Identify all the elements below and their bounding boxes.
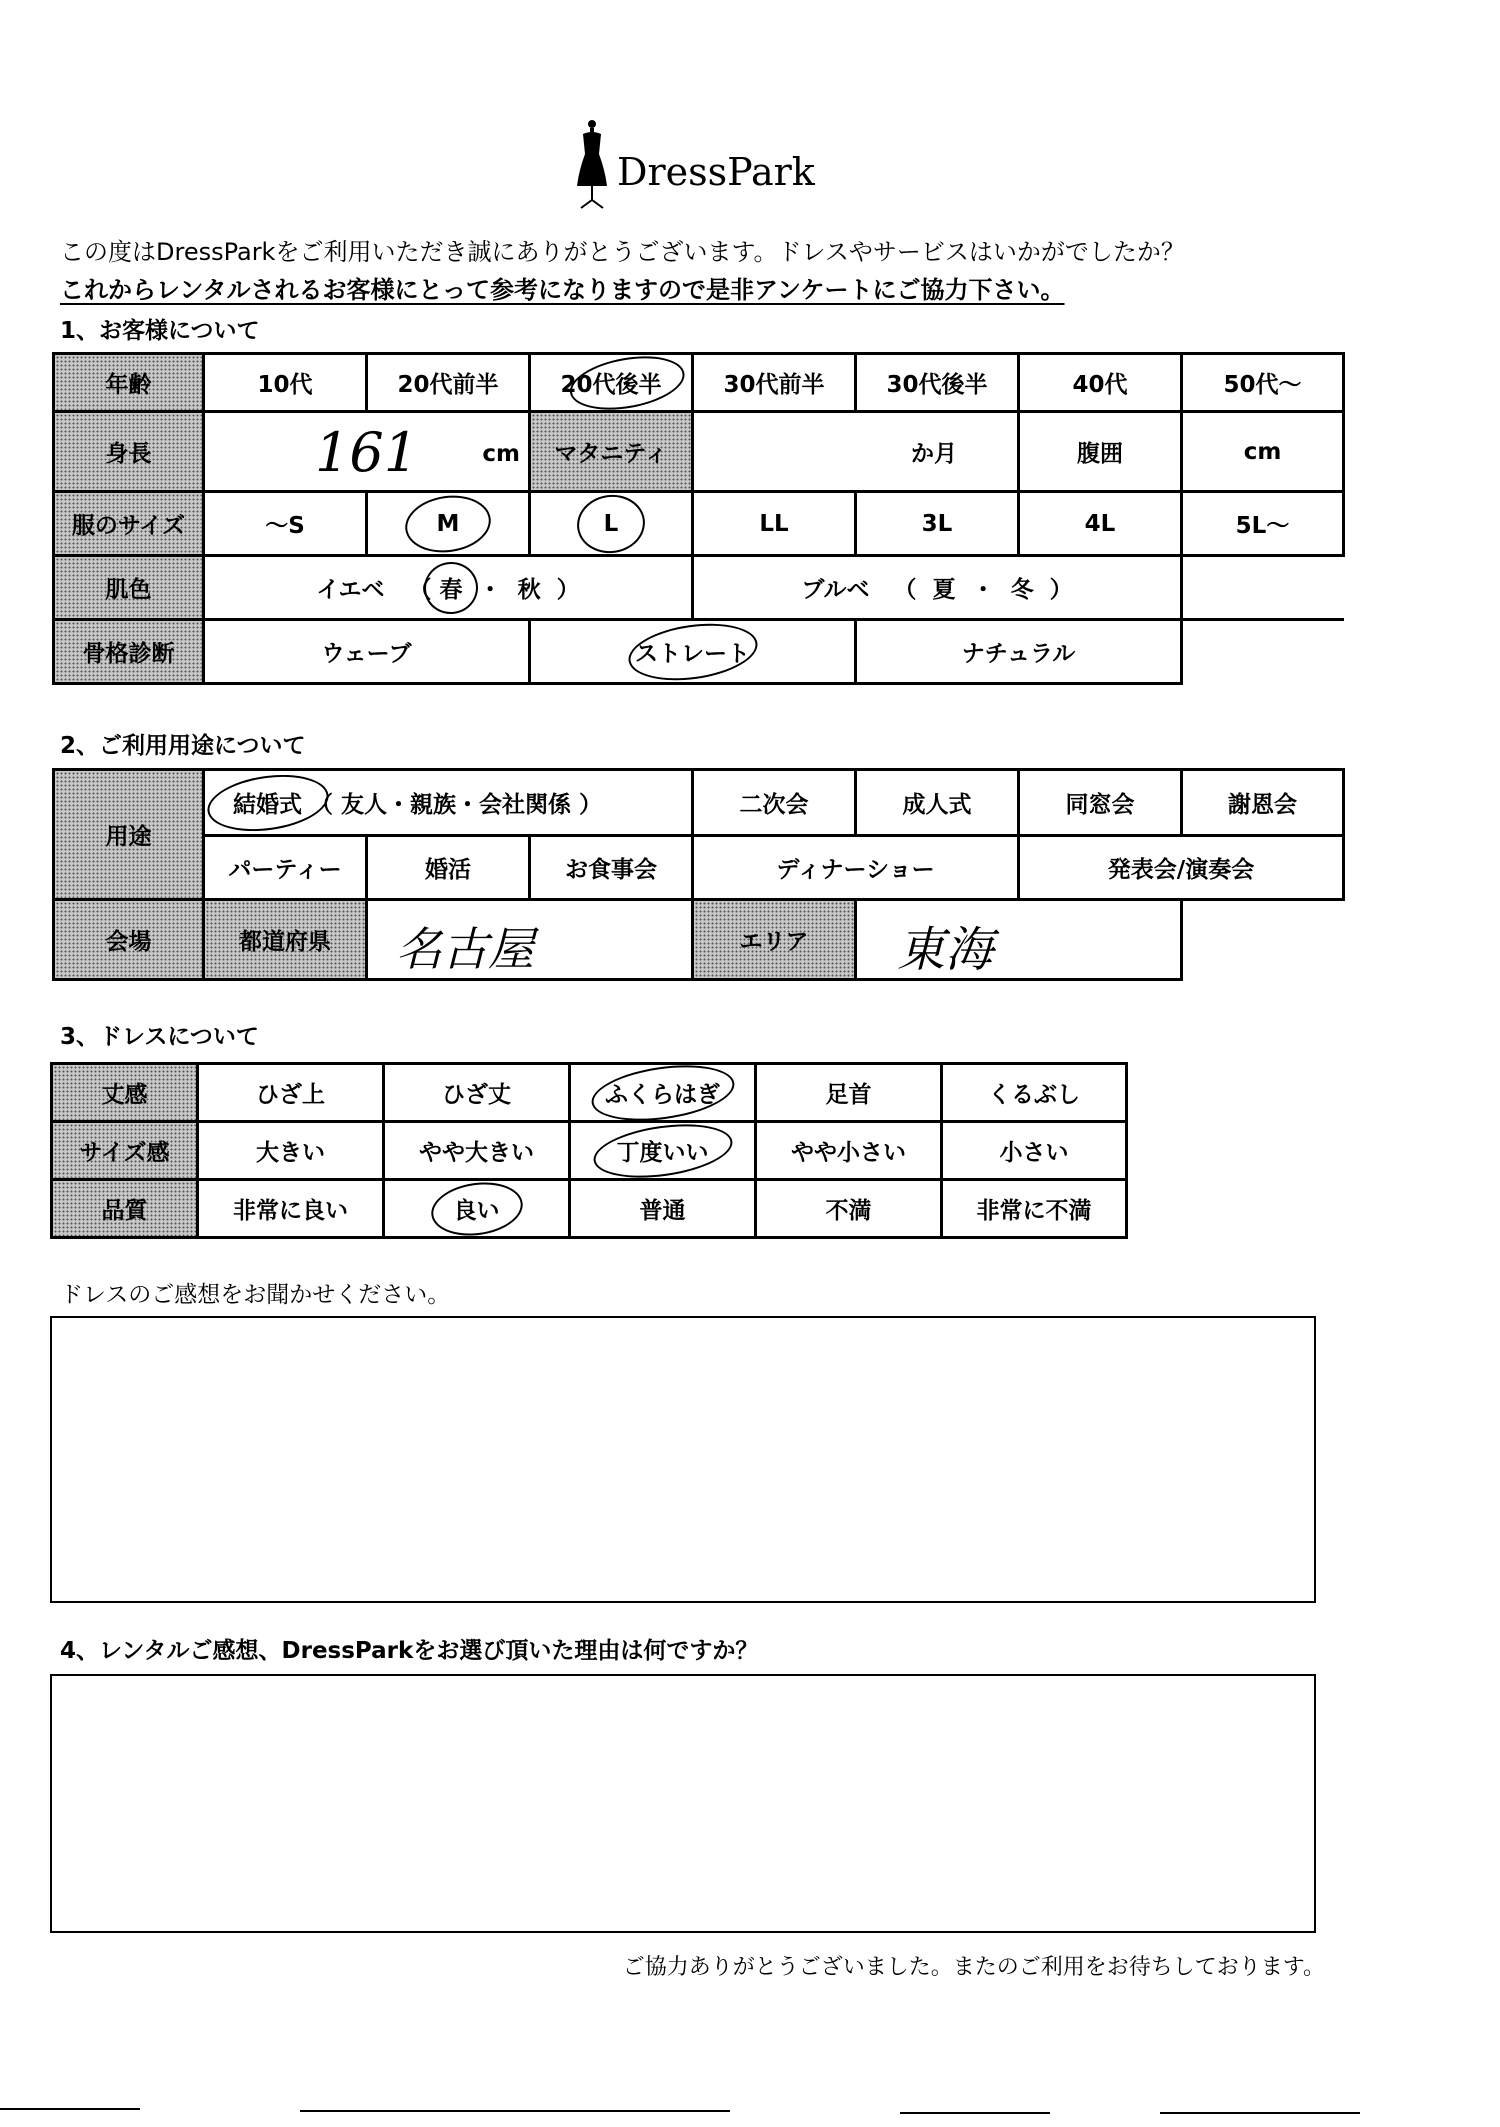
age-label: 年齢 (54, 354, 204, 412)
purpose-option[interactable]: 成人式 (856, 770, 1019, 836)
fit-option[interactable]: やや小さい (756, 1122, 942, 1180)
skin-blue-option[interactable]: ブルベ （ 夏 ・ 冬 ） (693, 556, 1182, 620)
purpose-wedding-option[interactable] (204, 770, 693, 836)
age-option[interactable]: 30代後半 (856, 354, 1019, 412)
prefecture-field[interactable] (367, 900, 693, 980)
frame-option[interactable]: ウェーブ (204, 620, 530, 684)
blank-cell (1182, 556, 1344, 620)
frame-label: 骨格診断 (54, 620, 204, 684)
size-option[interactable]: 5L〜 (1182, 492, 1344, 556)
section4-title: 4、レンタルご感想、DressParkをお選び頂いた理由は何ですか？ (60, 1638, 759, 1664)
size-label: 服のサイズ (54, 492, 204, 556)
purpose-label: 用途 (54, 770, 204, 900)
age-option[interactable]: 30代前半 (693, 354, 856, 412)
purpose-option[interactable]: 同窓会 (1019, 770, 1182, 836)
size-option[interactable]: 3L (856, 492, 1019, 556)
venue-label: 会場 (54, 900, 204, 980)
size-option[interactable]: LL (693, 492, 856, 556)
fit-option-selected[interactable]: 丁度いい (570, 1122, 756, 1180)
quality-option-selected[interactable]: 良い (384, 1180, 570, 1238)
fit-option[interactable]: やや大きい (384, 1122, 570, 1180)
age-option[interactable]: 50代〜 (1182, 354, 1344, 412)
purpose-option[interactable]: 二次会 (693, 770, 856, 836)
customer-info-table (52, 352, 1345, 685)
skin-winter-option[interactable]: 冬 (1010, 577, 1034, 603)
purpose-wedding-selected[interactable]: 結婚式 (233, 786, 302, 819)
dresspark-logo (575, 118, 815, 218)
size-option[interactable]: 〜S (204, 492, 367, 556)
section3-title: 3、ドレスについて (60, 1024, 259, 1050)
blank-cell (1182, 900, 1344, 980)
dress-feedback-prompt: ドレスのご感想をお聞かせください。 (60, 1282, 451, 1308)
quality-option[interactable]: 普通 (570, 1180, 756, 1238)
waist-label: 腹囲 (1019, 412, 1182, 492)
length-option[interactable]: ひざ丈 (384, 1064, 570, 1122)
waist-field[interactable]: cm (1182, 412, 1344, 492)
purpose-option[interactable]: パーティー (204, 836, 367, 900)
length-option[interactable]: ひざ上 (198, 1064, 384, 1122)
dress-feedback-textarea[interactable] (50, 1316, 1316, 1603)
skin-summer-option[interactable]: 夏 (932, 577, 956, 603)
purpose-table (52, 768, 1345, 981)
age-option[interactable]: 20代前半 (367, 354, 530, 412)
footer-rule (900, 2112, 1050, 2114)
fit-option[interactable]: 大きい (198, 1122, 384, 1180)
length-option[interactable]: くるぶし (942, 1064, 1127, 1122)
quality-label: 品質 (52, 1180, 198, 1238)
section1-title: 1、お客様について (60, 318, 260, 344)
brand-name: DressPark (617, 150, 815, 194)
frame-option-selected[interactable]: ストレート (530, 620, 856, 684)
purpose-option[interactable]: ディナーショー (693, 836, 1019, 900)
skin-autumn-option[interactable]: 秋 (517, 577, 541, 603)
area-field[interactable] (856, 900, 1182, 980)
purpose-option[interactable]: 婚活 (367, 836, 530, 900)
rental-feedback-textarea[interactable] (50, 1674, 1316, 1933)
skin-spring-selected[interactable]: 春 (440, 571, 463, 604)
wedding-detail: （ 友人・親族・会社関係 ） (310, 792, 603, 818)
prefecture-label: 都道府県 (204, 900, 367, 980)
skin-label: 肌色 (54, 556, 204, 620)
height-value: 161 (315, 421, 419, 484)
age-option-selected[interactable]: 20代後半 (530, 354, 693, 412)
footer-rule (300, 2110, 730, 2112)
dress-table (50, 1062, 1128, 1239)
maternity-label: マタニティ (530, 412, 693, 492)
intro-text: この度はDressParkをご利用いただき誠にありがとうございます。ドレスやサービスはいかがでしたか？ (60, 238, 1185, 266)
height-label: 身長 (54, 412, 204, 492)
length-option[interactable]: 足首 (756, 1064, 942, 1122)
quality-option[interactable]: 非常に不満 (942, 1180, 1127, 1238)
age-option[interactable]: 40代 (1019, 354, 1182, 412)
skin-yellow-option[interactable]: イエベ （ 春 ・ 秋 ） (204, 556, 693, 620)
height-field[interactable] (204, 412, 530, 492)
size-option-selected[interactable]: L (530, 492, 693, 556)
maternity-month-field[interactable]: か月 (693, 412, 1019, 492)
fit-label: サイズ感 (52, 1122, 198, 1180)
area-label: エリア (693, 900, 856, 980)
closing-message: ご協力ありがとうございました。またのご利用をお待ちしております。 (622, 1955, 1325, 1980)
blank-cell (1182, 620, 1344, 684)
age-option[interactable]: 10代 (204, 354, 367, 412)
purpose-option[interactable]: 謝恩会 (1182, 770, 1344, 836)
quality-option[interactable]: 非常に良い (198, 1180, 384, 1238)
mannequin-icon (575, 118, 609, 210)
prefecture-value: 名古屋 (396, 922, 534, 976)
size-option[interactable]: 4L (1019, 492, 1182, 556)
footer-rule (1160, 2112, 1360, 2114)
length-label: 丈感 (52, 1064, 198, 1122)
height-unit: cm (482, 441, 520, 467)
footer-rule (0, 2108, 140, 2110)
quality-option[interactable]: 不満 (756, 1180, 942, 1238)
frame-option[interactable]: ナチュラル (856, 620, 1182, 684)
length-option-selected[interactable]: ふくらはぎ (570, 1064, 756, 1122)
section2-title: 2、ご利用用途について (60, 733, 306, 759)
purpose-option[interactable]: 発表会/演奏会 (1019, 836, 1344, 900)
fit-option[interactable]: 小さい (942, 1122, 1127, 1180)
area-value: 東海 (897, 922, 994, 978)
size-option-selected[interactable]: M (367, 492, 530, 556)
purpose-option[interactable]: お食事会 (530, 836, 693, 900)
intro-request-text: これからレンタルされるお客様にとって参考になりますので是非アンケートにご協力下さい。 (60, 276, 1065, 304)
